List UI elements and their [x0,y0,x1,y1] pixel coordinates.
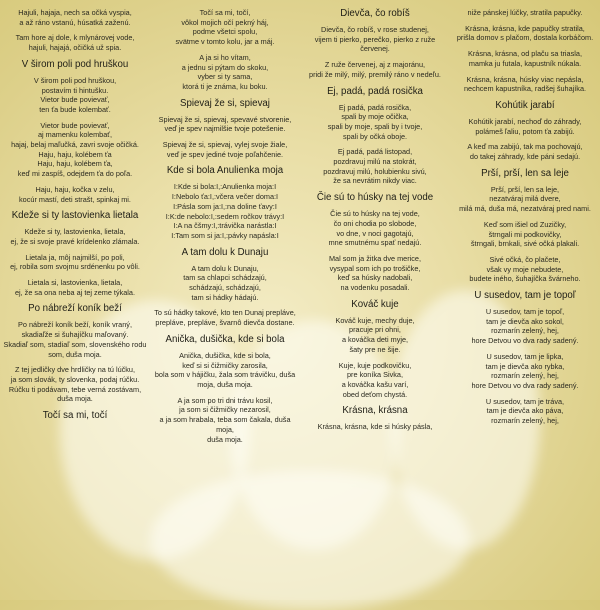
song-title: V širom poli pod hruškou [21,58,129,70]
song-title: Dievča, čo robíš [340,8,410,19]
lyrics-stanza: A ja som po tri dni trávu kosil, ja som si čižmičky nezarosil, a ja som hrabala, teba som čakala, duša moja, duša moja. [159,395,291,444]
lyrics-stanza: Ej padá, padá rosička, spali by moje očička, spali by moje, spali by i tvoje, spali by očká oboje. [327,102,423,141]
lyrics-stanza: Dievča, čo robíš, v rose studenej, vijem ti pierko, perečko, pierko z ruže červenej. [314,25,436,54]
lyrics-stanza: U susedov, tam je tráva, tam je dievča ako páva, rozmarín zelený, hej, [485,396,565,426]
song-title: Kdeže si ty lastovienka lietala [11,210,139,222]
lyrics-stanza: Hajuli, hajaja, nech sa očká vyspia, a až ráno vstanú, húsatká zaženú. [18,8,132,27]
song-title: A tam dolu k Dunaju [181,246,269,258]
song-title: U susedov, tam je topoľ [474,290,576,302]
column-2 [150,8,300,608]
lyrics-stanza: Haju, haju, kočka v zelu, kocúr mastí, deti strašt, spinkaj mi. [19,184,131,204]
song-title: Kde si bola Anulienka moja [166,165,284,177]
lyrics-stanza: A keď ma zabijú, tak ma pochovajú, do takej záhrady, kde páni sedajú. [467,142,583,162]
lyrics-stanza: Vietor bude povievať, aj mamenku kolembať, hajaj, belaj maľučká, zavri svoje očičká. Haju, haju, kolébem ťa Haju, haju, kolébem ťa, keď mi zaspíš, odejdem ťa do poľa. [11,120,139,179]
song-title: Točí sa mi, točí [42,410,108,422]
lyrics-stanza: Kuje, kuje podkovičku, pre koníka Sivka, a kováčka kašu varí, obed deťom chystá. [338,360,412,399]
lyrics-stanza: Po nábreží koník beží, koník vraný, skadiaľže si šuhajíčku maľovaný. Skadiaľ som, stadiaľ som, slovenského rodu som, duša moja. [3,320,147,359]
song-title: Kováč kuje [351,298,399,310]
lyrics-stanza: Čie sú to húsky na tej vode, čo oni chodia po slobode, vo dne, v noci gagotajú, mne smutnému spať nedajú. [328,209,422,248]
lyrics-stanza: Krásna, krásna, od plaču sa triasla, mamka ju futala, kapustník núkala. [468,49,582,68]
lyrics-stanza: Krásna, krásna, húsky viac nepásla, nechcem kapustníka, radšej šuhajíka. [463,74,587,94]
song-title: Ej, padá, padá rosička [327,85,423,97]
lyrics-stanza: Ej padá, padá listopad, pozdravuj milú na stokrát, pozdravuj milú, holubienku sivú, že sa nevrátim nikdy viac. [323,147,427,186]
lyrics-stanza: V širom poli pod hruškou, postavím ti hintušku. Vietor bude povievať, ten ťa bude kolembať. [33,75,117,114]
lyrics-stanza: Tam hore aj dole, k mlynárovej vode, hajuli, hajajá, očičká už spia. [15,33,135,53]
song-title: Spievaj že si, spievaj [180,97,270,109]
lyrics-stanza: Mal som ja žitka dve merice, vysypal som ich po trošičke, keď sa húsky nadobali, na vodenku posadali. [328,253,422,293]
song-title: Kohútik jarabí [495,99,555,111]
lyrics-stanza: Spievaj že si, spievaj, vylej svoje žiale, veď je spev jediné tvoje poľahčenie. [162,140,288,159]
song-title: Anička, dušička, kde si bola [165,333,285,345]
column-4 [450,8,600,608]
song-title: Čie sú to húsky na tej vode [316,192,434,204]
lyrics-stanza: Anička, dušička, kde si bola, keď si si čižmičky zarosila, bola som v hájičku, žala som trávičku, duša moja, duša moja. [154,350,296,389]
lyrics-stanza: Spievaj že si, spievaj, spevavé stvorenie, veď je spev najmilšie tvoje potešenie. [158,114,292,134]
lyrics-stanza: Kováč kuje, mechy duje, pracuje pri ohni, a kováčka deti myje, šaty pre ne šije. [335,315,415,354]
lyrics-stanza: Kohútik jarabí, nechoď do záhrady, polámeš ľaliu, potom ťa zabijú. [468,116,582,136]
lyrics-stanza: Lietala ja, môj najmilší, po poli, ej, robila som svojmu srdénenku po vôli. [10,252,140,272]
lyrics-stanza: A tam dolu k Dunaju, tam sa chlapci schádzajú, schádzajú, schádzajú, tam si hádky hádajú. [183,263,267,302]
lyrics-stanza: Z ruže červenej, aj z majoránu, pridi že milý, milý, premilý ráno v nedeľu. [309,60,441,79]
lyrics-stanza: To sú hádky takové, kto ten Dunaj preplávе, preplávе, preplávе, švarnô dievča dostane. [154,308,296,328]
lyrics-stanza: Keď som išiel od Zuzičky, štrngali mi podkovičky, štrngali, brnkali, sivé očká plakali. [470,219,580,249]
column-3 [300,8,450,608]
lyrics-stanza: Krásna, krásna, kde si húsky pásla, [317,422,433,432]
lyrics-stanza: U susedov, tam je topoľ, tam je dievča ako sokol, rozmarín zelený, hej, hore Detvou vo dva rady sadený. [471,307,579,346]
lyrics-stanza: Kdeže si ty, lastovienka, lietala, ej, že si svoje pravé krídelenko zlámala. [10,227,140,246]
column-1 [0,8,150,608]
lyrics-stanza: I:Kde si bola:I,:Anulienka moja:I I:Nebolo ťa:I,:včera večer doma:I I:Pásla som ja:I,:na dolinе ťavy:I I:K:de nebolo:I,:sedem ročkov trávy:I I:A na čšmy:I,:trávička narástla:I I:Tam som si ja:I,:pávky napásla:I [165,182,285,240]
lyrics-stanza: Krásna, krásna, kde papučky stratila, prišla domov s plačom, dostala korbáčom. [456,23,594,43]
song-title: Krásna, krásna [342,405,408,417]
lyrics-stanza: Prší, prší, len sa leje, nezatváraj milá dvere, milá má, duša má, nezatváraj pred nami. [459,184,591,214]
lyrics-stanza: Lietala si, lastovienka, lietala, ej, že sa ona neba aj tej zeme týkala. [14,278,136,297]
lyrics-stanza: Točí sa mi, točí, vôkol mojich očí pekný háj, podme všetci spolu, svätme v tomto kolu, jar a máj. [175,8,275,47]
song-title: Prší, prší, len sa leje [481,167,569,179]
song-title: Po nábreží koník beží [28,303,122,315]
lyrics-stanza: Z tej jedličky dve hrdličky na tú lúčku, ja som slovák, ty slovenka, podaj rúčku. Rúčku ti podávam, tebe verná zostávam, duša moja. [8,365,142,404]
lyrics-stanza: U susedov, tam je lipka, tam je dievča ako rybka, rozmarín zelený, hej, hore Detvou vo dva rady sadený. [471,351,579,390]
lyrics-stanza: Sivé očká, čo plačete, však vy moje nebudete, budete iného, šuhajíčka švárneho. [469,254,581,284]
lyrics-stanza: A ja si ho vítam, a jednu si pýtam do skoku, vyber si ty sama, ktorá ti je známa, ku boku. [181,52,269,91]
lyrics-stanza: niže pánskej lúčky, stratila papučky. [467,8,583,17]
